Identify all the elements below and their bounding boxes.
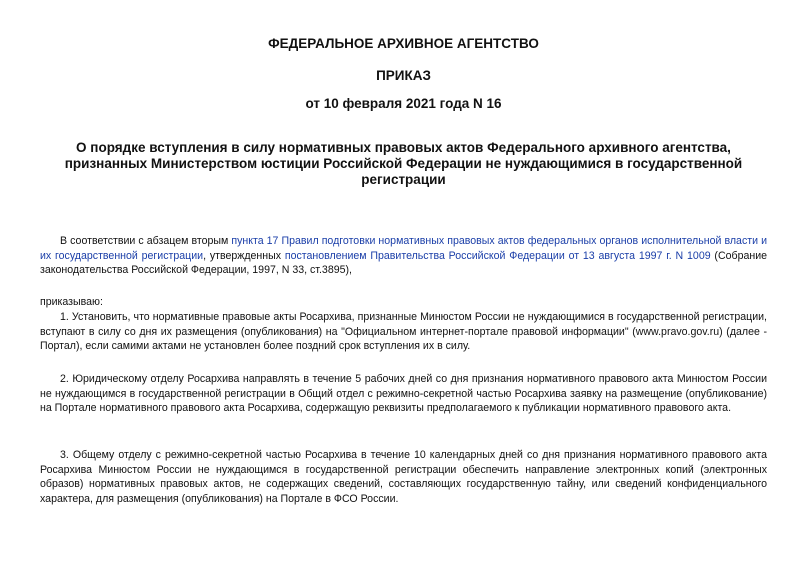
preamble-paragraph: [40, 234, 767, 278]
order-word: приказываю:: [40, 296, 103, 308]
order-item-1: 1. Установить, что нормативные правовые акты Росархива, признанные Минюстом России не нуждающимися в государственной регистрации, вступают в силу со дня их размещения (опубликования) на "Официальном интернет-портале правовой информации" (www.pravo.gov.ru) (далее - Портал), если самими актами не установлен более поздний срок вступления их в силу.: [40, 311, 767, 352]
order-item-2: 2. Юридическому отделу Росархива направлять в течение 5 рабочих дней со дня признания нормативного правового акта Минюстом России не нуждающимся в государственной регистрации в Общий отдел с режимно-секретной частью Росархива заявку на размещение (опубликование) на Портале нормативного правового акта Росархива, содержащую реквизиты предполагаемого к публикации нормативного правового акта.: [40, 373, 767, 414]
document-type: ПРИКАЗ: [376, 68, 431, 83]
document-title: О порядке вступления в силу нормативных правовых актов Федерального архивного агентства, признанных Министерством юстиции Российской Федерации не нуждающимися в государственной регистрации: [64, 140, 743, 187]
order-item-3: 3. Общему отделу с режимно-секретной частью Росархива в течение 10 календарных дней со дня признания нормативного правового акта Росархива Минюстом России не нуждающимся в государственной регистрации обеспечить направление электронных копий (электронных образов) нормативных правовых актов, не содержащих сведений, составляющих государственную тайну, или сведений конфиденциального характера, для размещения (опубликования) на Портале в ФСО России.: [40, 449, 767, 505]
preamble-text-1: В соответствии с абзацем вторым: [60, 235, 232, 247]
preamble-text-2: , утвержденных: [203, 249, 285, 262]
document-date-number: от 10 февраля 2021 года N 16: [305, 96, 502, 111]
rules-link[interactable]: пункта 17 Правил подготовки нормативных правовых актов федеральных органов исполнительной власти и их государственной регистрации: [40, 235, 767, 262]
agency-name: ФЕДЕРАЛЬНОЕ АРХИВНОЕ АГЕНТСТВО: [268, 36, 539, 51]
government-decree-link[interactable]: постановлением Правительства Российской Федерации от 13 августа 1997 г. N 1009: [284, 249, 711, 262]
preamble-text-3: (Собрание законодательства Российской Федерации, 1997, N 33, ст.3895),: [40, 249, 768, 276]
